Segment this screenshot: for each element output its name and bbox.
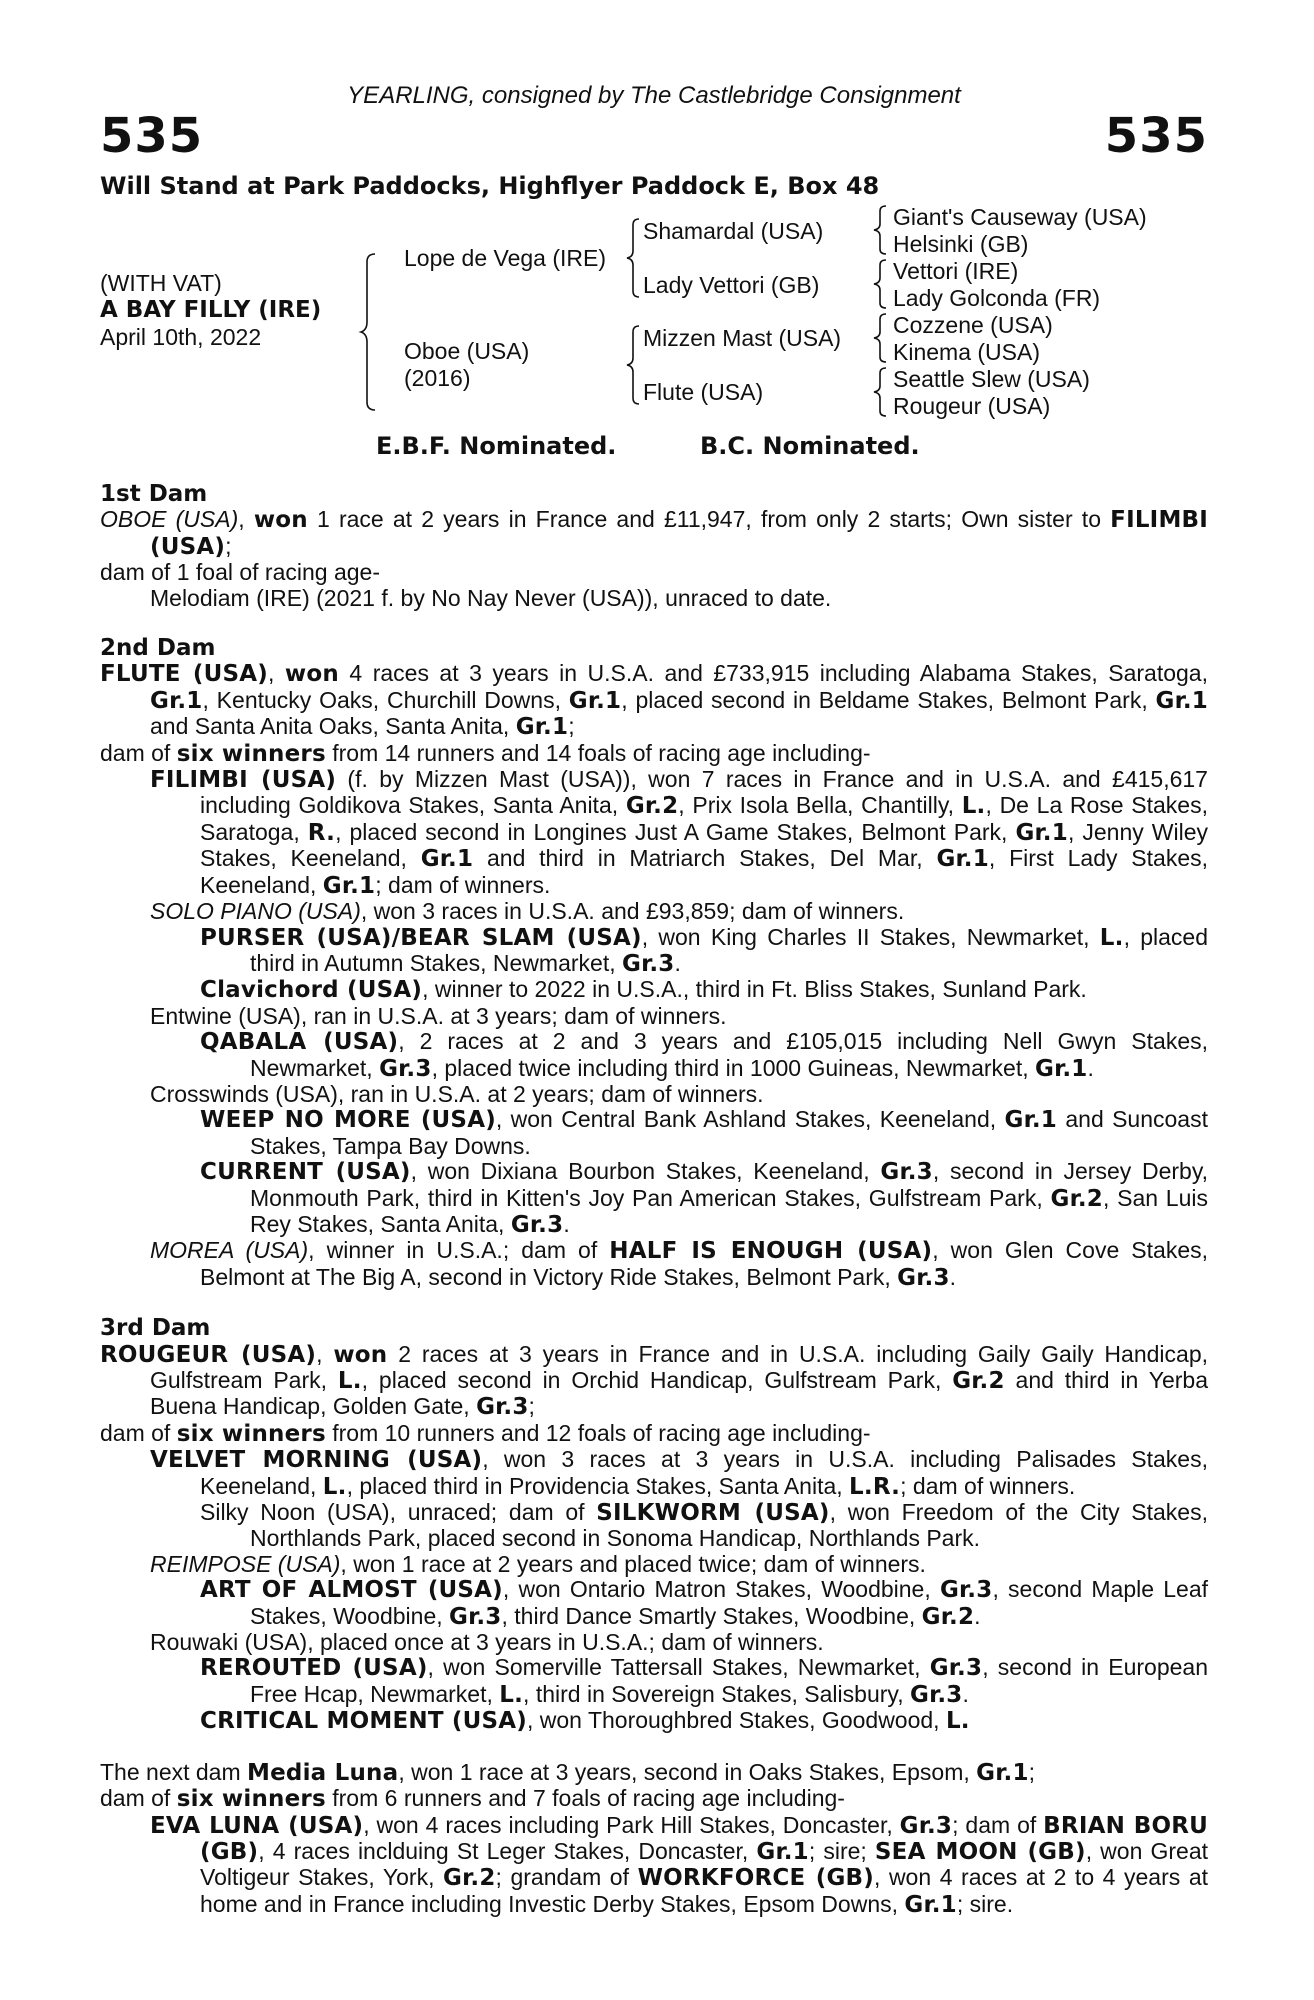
grandsire-1: Giant's Causeway (USA) (893, 204, 1147, 230)
second-dam-record: FLUTE (USA), won 4 races at 3 years in U.S.A. and £733,915 including Alabama Stakes, Saratoga, Gr.1, Kentucky Oaks, Churchill Downs, Gr.1, placed second in Beldame Stakes, Belmont Park, Gr.1 and Santa Anita Oaks, Santa Anita, Gr.1; (100, 660, 1209, 741)
produce-current: CURRENT (USA), won Dixiana Bourbon Stakes, Keeneland, Gr.3, second in Jersey Derby, Monmouth Park, third in Kitten's Joy Pan American Stakes, Gulfstream Park, Gr.2, San Luis Rey Stakes, Santa Anita, Gr.3. (200, 1158, 1208, 1238)
granddam-2: Helsinki (GB) (893, 231, 1029, 257)
lot-number-right: 535 (1104, 108, 1208, 164)
dam-year: (2016) (404, 365, 471, 391)
dam-line (100, 482, 1208, 1918)
grandsire-7: Seattle Slew (USA) (893, 366, 1090, 392)
sire-dam: Lady Vettori (GB) (643, 272, 820, 298)
next-dam-section (100, 1760, 1208, 1918)
produce-entwine: Entwine (USA), ran in U.S.A. at 3 years; dam of winners. (150, 1002, 727, 1029)
bc-nomination: B.C. Nominated. (700, 432, 920, 460)
produce-art-of-almost: ART OF ALMOST (USA), won Ontario Matron Stakes, Woodbine, Gr.3, second Maple Leaf Stakes, Woodbine, Gr.3, third Dance Smartly Stakes, Woodbine, Gr.2. (200, 1576, 1209, 1630)
second-dam-section (100, 636, 1208, 1291)
dam-sire: Mizzen Mast (USA) (643, 325, 842, 351)
produce-filimbi: FILIMBI (USA) (f. by Mizzen Mast (USA)), won 7 races in France and in U.S.A. and £415,617 including Goldikova Stakes, Santa Anita, Gr.2, Prix Isola Bella, Chantilly, L., De La Rose Stakes, Saratoga, R., placed second in Longines Just A Game Stakes, Belmont Park, Gr.1, Jenny Wiley Stakes, Keeneland, Gr.1 and third in Matriarch Stakes, Del Mar, Gr.1, First Lady Stakes, Keeneland, Gr.1; dam of winners. (150, 766, 1209, 899)
third-dam-record: ROUGEUR (USA), won 2 races at 3 years in France and in U.S.A. including Gaily Gaily Handicap, Gulfstream Park, L., placed second in Orchid Handicap, Gulfstream Park, Gr.2 and third in Yerba Buena Handicap, Golden Gate, Gr.3; (100, 1340, 1208, 1421)
second-dam-produce-summary: dam of six winners from 14 runners and 14 foals of racing age including- (100, 739, 871, 767)
pedigree-brace-g3 (874, 312, 890, 364)
sire-sire: Shamardal (USA) (643, 218, 824, 244)
produce-crosswinds: Crosswinds (USA), ran in U.S.A. at 2 years; dam of winners. (150, 1080, 764, 1107)
consignment-line: YEARLING, consigned by The Castlebridge Consignment (347, 82, 961, 109)
first-dam-heading: 1st Dam (100, 481, 208, 507)
first-dam-record: OBOE (USA), won 1 race at 2 years in France and £11,947, from only 2 starts; Own sister to FILIMBI (USA); (100, 506, 1209, 560)
lot-number-left: 535 (100, 108, 204, 164)
first-dam-foal: Melodiam (IRE) (2021 f. by No Nay Never (USA)), unraced to date. (150, 584, 832, 611)
grandsire-5: Cozzene (USA) (893, 312, 1053, 338)
produce-purser: PURSER (USA)/BEAR SLAM (USA), won King Charles II Stakes, Newmarket, L., placed third in Autumn Stakes, Newmarket, Gr.3. (200, 923, 1209, 977)
produce-rouwaki: Rouwaki (USA), placed once at 3 years in U.S.A.; dam of winners. (150, 1629, 824, 1656)
produce-velvet-morning: VELVET MORNING (USA), won 3 races at 3 years in U.S.A. including Palisades Stakes, Keeneland, L., placed third in Providencia Stakes, Santa Anita, L.R.; dam of winners. (150, 1446, 1208, 1500)
produce-solo-piano: SOLO PIANO (USA), won 3 races in U.S.A. and £93,859; dam of winners. (150, 898, 905, 925)
produce-reimpose: REIMPOSE (USA), won 1 race at 2 years and placed twice; dam of winners. (150, 1550, 926, 1577)
pedigree-brace-g4 (874, 366, 890, 418)
next-dam-produce-summary: dam of six winners from 6 runners and 7 foals of racing age including- (100, 1785, 845, 1813)
dam-name: OBOE (USA) (100, 506, 239, 533)
produce-qabala: QABALA (USA), 2 races at 2 and 3 years and £105,015 including Nell Gwyn Stakes, Newmarket, Gr.3, placed twice including third in 1000 Guineas, Newmarket, Gr.1. (200, 1028, 1208, 1082)
dam: Oboe (USA) (404, 338, 530, 364)
produce-critical-moment: CRITICAL MOMENT (USA), won Thoroughbred Stakes, Goodwood, L. (200, 1707, 970, 1735)
pedigree-brace-g2 (874, 258, 890, 310)
produce-morea: MOREA (USA), winner in U.S.A.; dam of HALF IS ENOUGH (USA), won Glen Cove Stakes, Belmont at The Big A, second in Victory Ride Stakes, Belmont Park, Gr.3. (150, 1237, 1209, 1291)
vat-note: (WITH VAT) (100, 270, 222, 296)
third-dam-heading: 3rd Dam (100, 1315, 211, 1342)
next-dam-record: The next dam Media Luna, won 1 race at 3 years, second in Oaks Stakes, Epsom, Gr.1; (100, 1758, 1036, 1786)
granddam-8: Rougeur (USA) (893, 393, 1051, 419)
produce-weep-no-more: WEEP NO MORE (USA), won Central Bank Ashland Stakes, Keeneland, Gr.1 and Suncoast Stakes, Tampa Bay Downs. (200, 1106, 1208, 1159)
first-dam-section (100, 482, 1208, 611)
first-dam-produce-summary: dam of 1 foal of racing age- (100, 559, 380, 586)
produce-silky-noon: Silky Noon (USA), unraced; dam of SILKWORM (USA), won Freedom of the City Stakes, Northlands Park, placed second in Sonoma Handicap, Northlands Park. (200, 1499, 1208, 1552)
foaling-date: April 10th, 2022 (100, 324, 262, 350)
pedigree-brace-g1 (874, 204, 890, 256)
lot-name: A BAY FILLY (IRE) (100, 297, 322, 323)
granddam-6: Kinema (USA) (893, 339, 1040, 365)
ebf-nomination: E.B.F. Nominated. (376, 432, 617, 460)
pedigree-brace-main (363, 252, 393, 412)
stabling-location: Will Stand at Park Paddocks, Highflyer Paddock E, Box 48 (100, 172, 880, 200)
produce-rerouted: REROUTED (USA), won Somerville Tattersall Stakes, Newmarket, Gr.3, second in European Free Hcap, Newmarket, L., third in Sovereign Stakes, Salisbury, Gr.3. (200, 1654, 1208, 1708)
dam-dam: Flute (USA) (643, 379, 764, 405)
granddam-4: Lady Golconda (FR) (893, 285, 1101, 311)
sire: Lope de Vega (IRE) (404, 245, 607, 271)
second-dam-heading: 2nd Dam (100, 635, 216, 662)
grandsire-3: Vettori (IRE) (893, 258, 1019, 284)
produce-eva-luna: EVA LUNA (USA), won 4 races including Park Hill Stakes, Doncaster, Gr.3; dam of BRIAN BORU (GB), 4 races inclduing St Leger Stakes, Doncaster, Gr.1; sire; SEA MOON (GB), won Great Voltigeur Stakes, York, Gr.2; grandam of WORKFORCE (GB), won 4 races at 2 to 4 years at home and in France including Investic Derby Stakes, Epsom Downs, Gr.1; sire. (150, 1811, 1209, 1918)
produce-clavichord: Clavichord (USA), winner to 2022 in U.S.A., third in Ft. Bliss Stakes, Sunland Park. (200, 976, 1087, 1004)
third-dam-produce-summary: dam of six winners from 10 runners and 12 foals of racing age including- (100, 1419, 871, 1447)
third-dam-section (100, 1316, 1208, 1735)
